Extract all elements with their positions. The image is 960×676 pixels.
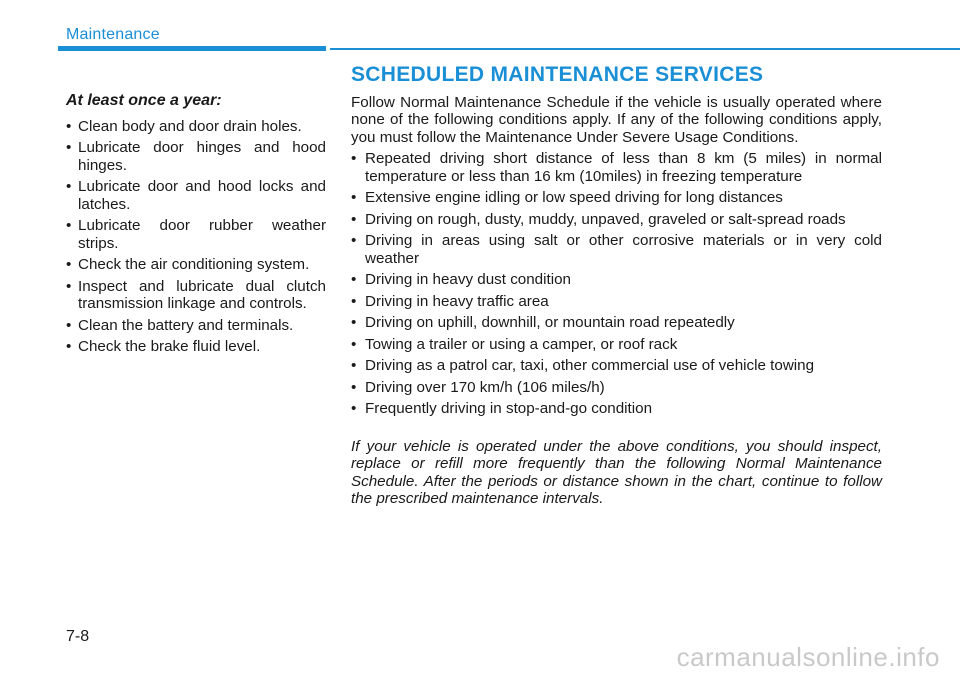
- yearly-heading: At least once a year:: [66, 92, 222, 109]
- list-item: • Driving on uphill, downhill, or mountain road repeatedly: [351, 314, 882, 332]
- list-item: • Clean body and door drain holes.: [66, 118, 326, 136]
- list-item: • Driving in areas using salt or other corrosive materials or in very cold weather: [351, 232, 882, 267]
- list-item: • Lubricate door rubber weather strips.: [66, 217, 326, 252]
- list-item: • Towing a trailer or using a camper, or roof rack: [351, 336, 882, 354]
- list-item: • Lubricate door and hood locks and latches.: [66, 178, 326, 213]
- section-label: Maintenance: [66, 26, 160, 43]
- list-item: • Repeated driving short distance of less than 8 km (5 miles) in normal temperature or less than 16 km (10miles) in freezing temperature: [351, 150, 882, 185]
- list-item: • Check the brake fluid level.: [66, 338, 326, 356]
- list-item: • Driving on rough, dusty, muddy, unpaved, graveled or salt-spread roads: [351, 211, 882, 229]
- watermark: carmanualsonline.info: [676, 642, 940, 672]
- page-title: SCHEDULED MAINTENANCE SERVICES: [351, 63, 764, 86]
- list-item: • Check the air conditioning system.: [66, 256, 326, 274]
- left-column: [66, 92, 326, 360]
- page-number: 7-8: [66, 628, 90, 645]
- list-item: • Driving in heavy dust condition: [351, 271, 882, 289]
- yearly-list: [66, 118, 326, 356]
- list-item: • Lubricate door hinges and hood hinges.: [66, 139, 326, 174]
- note-paragraph: If your vehicle is operated under the above conditions, you should inspect, replace or refill more frequently than the following Normal Maintenance Schedule. After the periods or distance shown in the chart, continue to follow the prescribed maintenance intervals.: [351, 437, 882, 507]
- intro-paragraph: Follow Normal Maintenance Schedule if the vehicle is usually operated where none of the following conditions apply. If any of the following conditions apply, you must follow the Maintenance Under Severe Usage Conditions.: [351, 93, 882, 146]
- list-item: • Driving over 170 km/h (106 miles/h): [351, 379, 882, 397]
- list-item: • Driving in heavy traffic area: [351, 293, 882, 311]
- list-item: • Frequently driving in stop-and-go condition: [351, 400, 882, 418]
- list-item: • Clean the battery and terminals.: [66, 317, 326, 335]
- list-item: • Extensive engine idling or low speed driving for long distances: [351, 189, 882, 207]
- header-rule-thin: [330, 48, 960, 50]
- header-rule-thick: [58, 46, 326, 51]
- list-item: • Driving as a patrol car, taxi, other commercial use of vehicle towing: [351, 357, 882, 375]
- right-column: [351, 63, 882, 508]
- conditions-list: [351, 150, 882, 418]
- list-item: • Inspect and lubricate dual clutch transmission linkage and controls.: [66, 278, 326, 313]
